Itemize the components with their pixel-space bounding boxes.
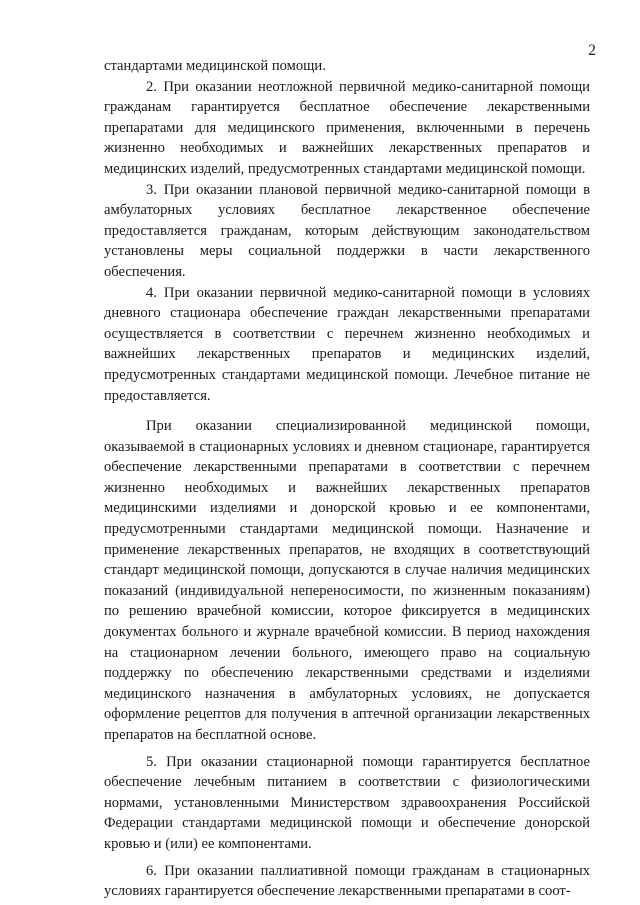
paragraph-7: 6. При оказании паллиативной помощи гражданам в стационарных условиях гарантируется обеспечение лекарственными препаратами в соот- [104, 862, 590, 900]
paragraph-2: 2. При оказании неотложной первичной медико-санитарной помощи гражданам гарантируется бесплатное обеспечение лекарственными препаратами для медицинского применения, включенными в перечень жизненно необходимых и важнейших лекарственных препаратов и медицинских изделий, предусмотренных стандартами медицинской помощи. [104, 78, 590, 177]
page-number: 2 [588, 42, 596, 59]
paragraph-3: 3. При оказании плановой первичной медико-санитарной помощи в амбулаторных условиях бесплатное лекарственное обеспечение предоставляется гражданам, которым действующим законодательством установлены меры социальной поддержки в части лекарственного обеспечения. [104, 181, 590, 280]
document-body [104, 56, 590, 902]
paragraph-6: 5. При оказании стационарной помощи гарантируется бесплатное обеспечение лечебным питанием в соответствии с физиологическими нормами, установленными Министерством здравоохранения Российской Федерации стандартами медицинской помощи и обеспечение донорской кровью и (или) ее компонентами. [104, 753, 590, 852]
paragraph-1: стандартами медицинской помощи. [104, 58, 326, 74]
paragraph-5: При оказании специализированной медицинской помощи, оказываемой в стационарных условиях и дневном стационаре, гарантируется обеспечение лекарственными препаратами в соответствии с перечнем жизненно необходимых и важнейших лекарственных препаратов медицинскими изделиями и донорской кровью и ее компонентами, предусмотренными стандартами медицинской помощи. Назначение и применение лекарственных препаратов, не входящих в соответствующий стандарт медицинской помощи, допускаются в случае наличия медицинских показаний (индивидуальной непереносимости, по жизненным показаниям) по решению врачебной комиссии, которое фиксируется в медицинских документах больного и журнале врачебной комиссии. В период нахождения на стационарном лечении больного, имеющего право на социальную поддержку по обеспечению лекарственными средствами и изделиями медицинского назначения в амбулаторных условиях, не допускается оформление рецептов для получения в аптечной организации лекарственных препаратов на бесплатной основе. [104, 418, 590, 743]
paragraph-4: 4. При оказании первичной медико-санитарной помощи в условиях дневного стационара обеспечение граждан лекарственными препаратами осуществляется в соответствии с перечнем жизненно необходимых и важнейших лекарственных препаратов и медицинских изделий, предусмотренных стандартами медицинской помощи. Лечебное питание не предоставляется. [104, 284, 590, 404]
